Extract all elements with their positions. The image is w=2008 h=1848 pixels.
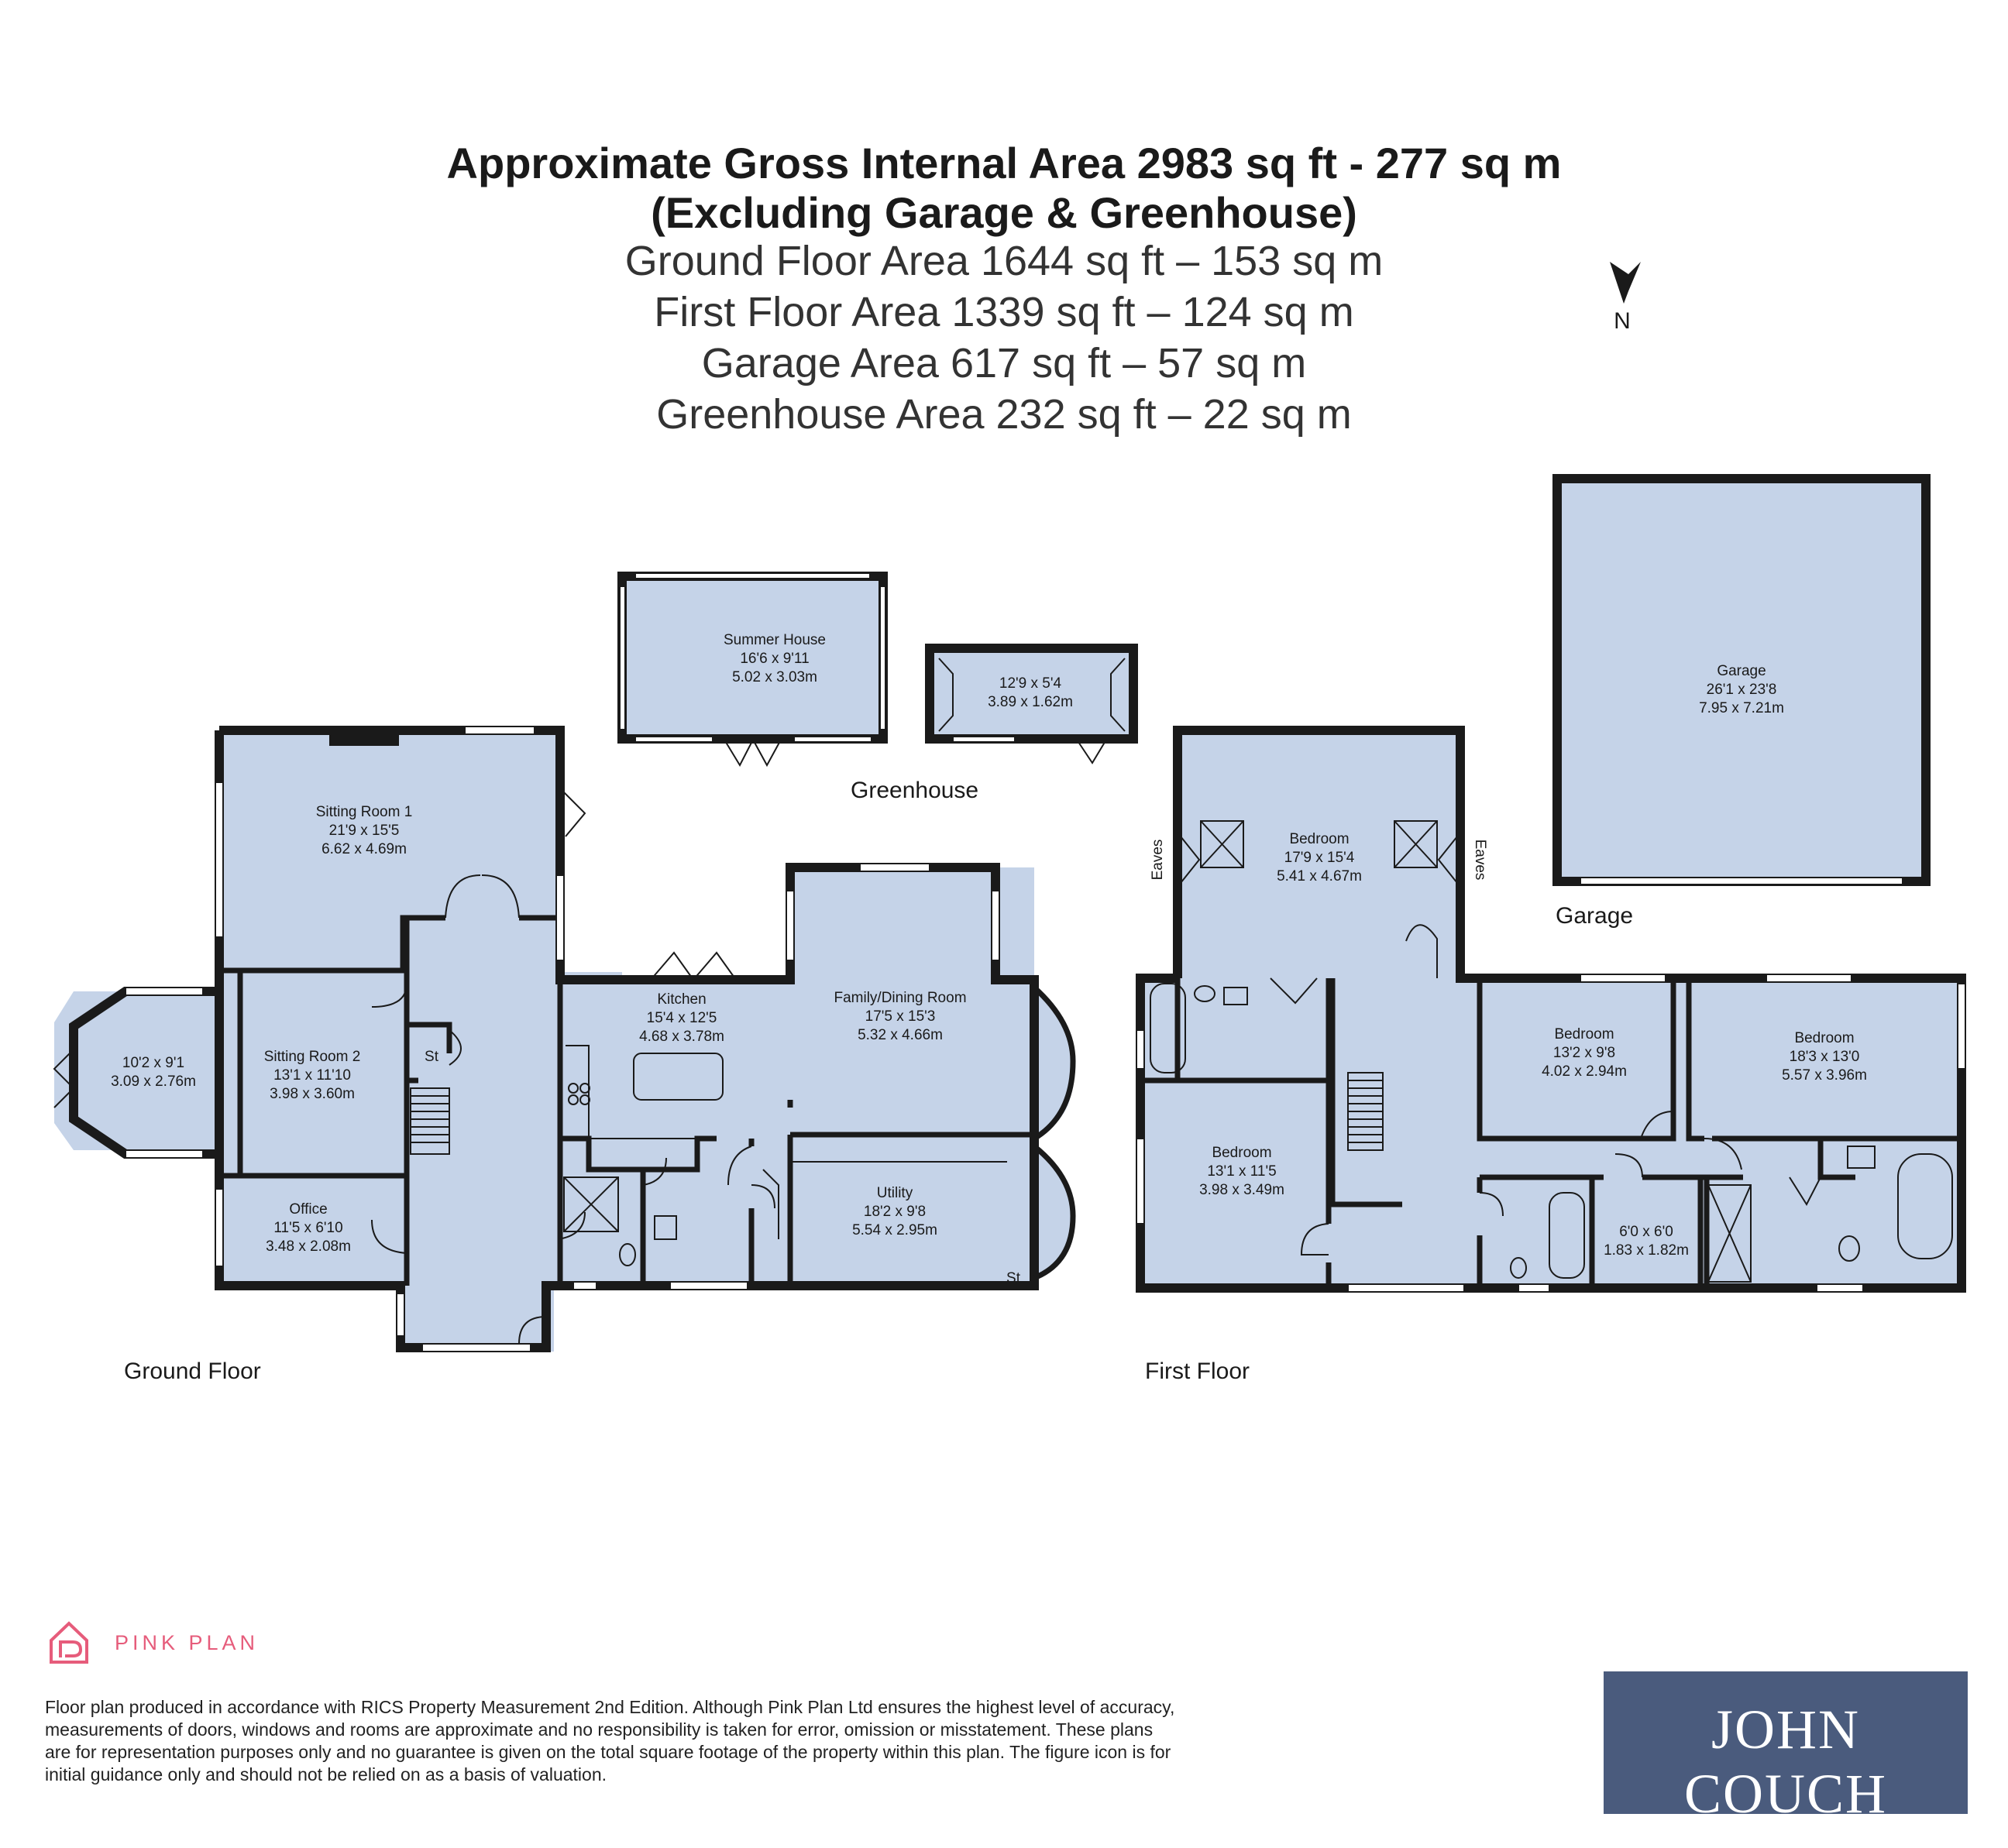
- bay-room-metric: 3.09 x 2.76m: [111, 1073, 196, 1090]
- bedroom-left-name: Bedroom: [1212, 1145, 1272, 1161]
- agent-logo: [1604, 1671, 1968, 1847]
- sitting-room-2-metric: 3.98 x 3.60m: [270, 1086, 355, 1102]
- pink-plan-logo-icon: [45, 1619, 93, 1667]
- bedroom-top-metric: 5.41 x 4.67m: [1277, 868, 1362, 884]
- eaves-label-left: Eaves: [1150, 839, 1166, 881]
- greenhouse-label: Greenhouse: [851, 778, 979, 803]
- north-label: N: [1614, 308, 1631, 334]
- sitting-room-2-name: Sitting Room 2: [263, 1049, 361, 1065]
- sitting-room-2-imperial: 13'1 x 11'10: [273, 1067, 351, 1084]
- utility-imperial: 18'2 x 9'8: [863, 1204, 927, 1220]
- area-exclusion-note: (Excluding Garage & Greenhouse): [651, 188, 1357, 237]
- bedroom-left-imperial: 13'1 x 11'5: [1207, 1163, 1277, 1180]
- utility-metric: 5.54 x 2.95m: [852, 1222, 937, 1238]
- summer-house-imperial: 16'6 x 9'11: [740, 651, 810, 667]
- garage-room-metric: 7.95 x 7.21m: [1699, 700, 1784, 716]
- agent-name: JOHN COUCH: [1683, 1699, 1888, 1825]
- summer-house-metric: 5.02 x 3.03m: [732, 669, 817, 685]
- family-room-metric: 5.32 x 4.66m: [858, 1027, 943, 1043]
- garage-room-imperial: 26'1 x 23'8: [1706, 682, 1777, 698]
- garage-label: Garage: [1556, 903, 1634, 929]
- greenhouse-room-metric: 3.89 x 1.62m: [988, 694, 1073, 710]
- pink-plan-brand: [45, 1619, 259, 1667]
- greenhouse-room-imperial: 12'9 x 5'4: [999, 675, 1062, 692]
- family-room-name: Family/Dining Room: [834, 990, 967, 1006]
- small-room-metric: 1.83 x 1.82m: [1604, 1242, 1689, 1259]
- summer-house-name: Summer House: [724, 632, 826, 648]
- kitchen-name: Kitchen: [657, 991, 707, 1008]
- north-arrow-icon: [1610, 262, 1641, 334]
- kitchen-metric: 4.68 x 3.78m: [639, 1029, 724, 1045]
- bedroom-mid-metric: 4.02 x 2.94m: [1542, 1063, 1627, 1080]
- greenhouse-area: Greenhouse Area 232 sq ft – 22 sq m: [656, 391, 1352, 438]
- bedroom-right-name: Bedroom: [1794, 1030, 1855, 1046]
- bedroom-left-metric: 3.98 x 3.49m: [1199, 1182, 1284, 1198]
- ground-floor-area: Ground Floor Area 1644 sq ft – 153 sq m: [624, 238, 1384, 284]
- store-label-hall: St: [425, 1049, 438, 1065]
- sitting-room-1-name: Sitting Room 1: [315, 804, 413, 820]
- office-imperial: 11'5 x 6'10: [273, 1220, 343, 1236]
- utility-name: Utility: [876, 1185, 913, 1201]
- bedroom-right-imperial: 18'3 x 13'0: [1789, 1049, 1860, 1065]
- family-room-imperial: 17'5 x 15'3: [865, 1008, 936, 1025]
- first-floor-area: First Floor Area 1339 sq ft – 124 sq m: [654, 289, 1354, 335]
- store-label-utility: St: [1006, 1270, 1020, 1286]
- kitchen-imperial: 15'4 x 12'5: [646, 1010, 717, 1026]
- small-room-imperial: 6'0 x 6'0: [1619, 1224, 1673, 1240]
- sitting-room-1-metric: 6.62 x 4.69m: [321, 841, 407, 857]
- ground-floor-label: Ground Floor: [124, 1359, 261, 1384]
- bedroom-mid-name: Bedroom: [1554, 1026, 1614, 1043]
- bedroom-right-metric: 5.57 x 3.96m: [1782, 1067, 1867, 1084]
- eaves-label-right: Eaves: [1472, 839, 1488, 881]
- first-floor-label: First Floor: [1145, 1359, 1250, 1384]
- bay-room-imperial: 10'2 x 9'1: [122, 1055, 185, 1071]
- office-name: Office: [289, 1201, 328, 1218]
- bedroom-top-name: Bedroom: [1289, 831, 1350, 847]
- garage-room-name: Garage: [1717, 663, 1766, 679]
- area-title: Approximate Gross Internal Area 2983 sq ft - 277 sq m: [446, 139, 1562, 187]
- pink-plan-name: PINK PLAN: [115, 1630, 260, 1654]
- bedroom-mid-imperial: 13'2 x 9'8: [1552, 1045, 1616, 1061]
- office-metric: 3.48 x 2.08m: [266, 1238, 351, 1255]
- disclaimer-text: Floor plan produced in accordance with RICS Property Measurement 2nd Edition. Although Pink Plan Ltd ensures the highest level of accuracy, measurements of doors, windows and rooms are approximate and no responsibility is taken for error, omission or misstatement. These plans are for representation purposes only and no guarantee is given on the total square footage of the property within this plan. The figure icon is for initial guidance only and should not be relied on as a basis of valuation.: [45, 1697, 1175, 1784]
- sitting-room-1-imperial: 21'9 x 15'5: [328, 823, 400, 839]
- garage-area: Garage Area 617 sq ft – 57 sq m: [701, 340, 1307, 386]
- bedroom-top-imperial: 17'9 x 15'4: [1284, 850, 1355, 866]
- agent-subtitle: THE ESTATE AGENT: [1638, 1828, 1934, 1847]
